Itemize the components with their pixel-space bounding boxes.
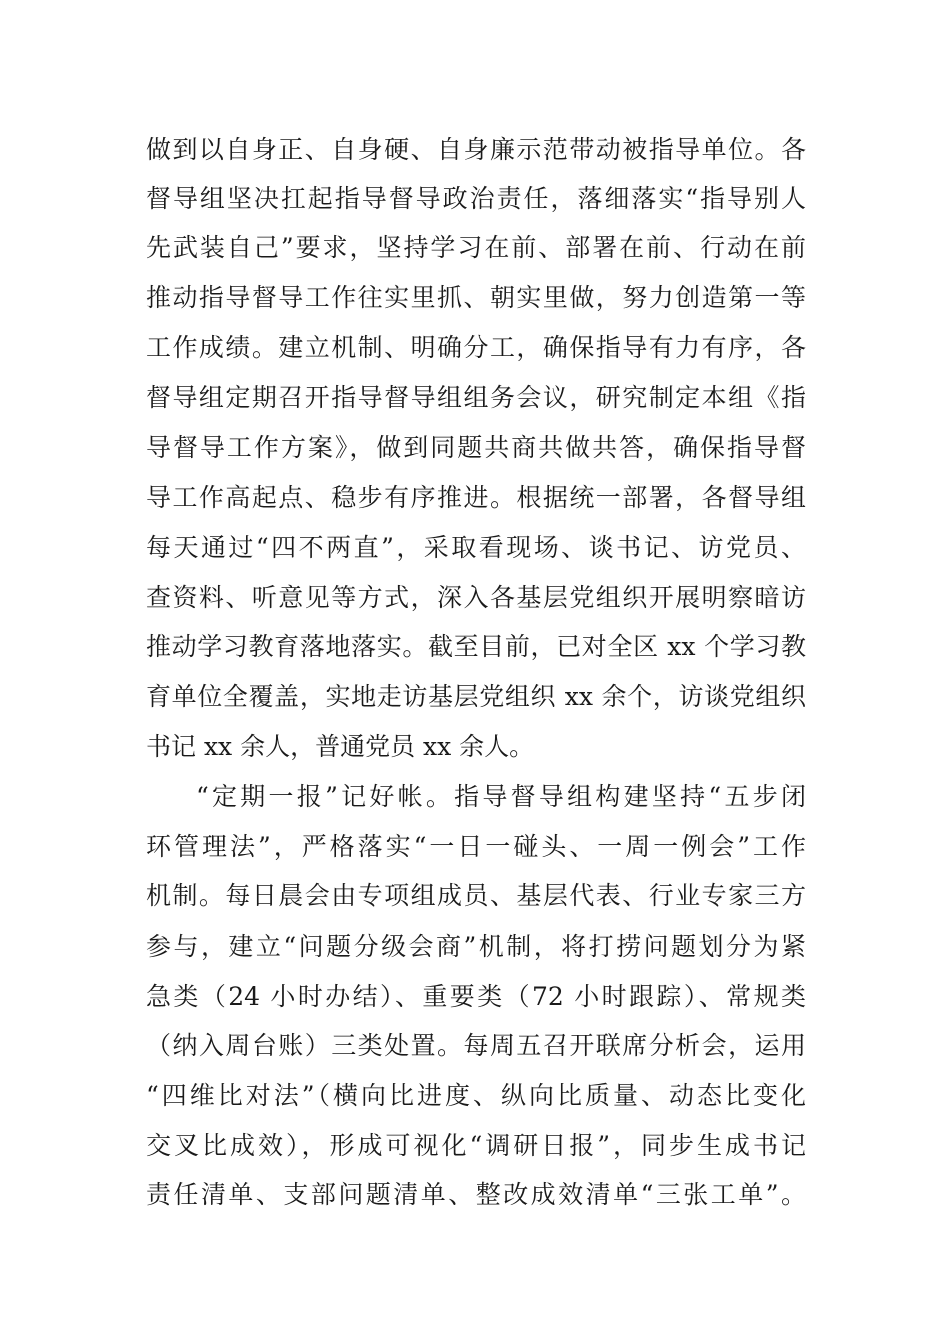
paragraph-1-line-4: 推动指导督导工作往实里抓、朝实里做，努力创造第一等 xyxy=(146,283,806,312)
paragraph-1-line-5: 工作成绩。建立机制、明确分工，确保指导有力有序，各 xyxy=(146,333,806,362)
paragraph-2-line-6: （纳入周台账）三类处置。每周五召开联席分析会，运用 xyxy=(146,1031,806,1060)
paragraph-1-line-8: 导工作高起点、稳步有序推进。根据统一部署，各督导组 xyxy=(146,483,806,512)
paragraph-1-line-11: 推动学习教育落地落实。截至目前，已对全区 xx 个学习教 xyxy=(146,632,806,661)
paragraph-1-line-7: 导督导工作方案》，做到同题共商共做共答，确保指导督 xyxy=(146,433,806,462)
paragraph-1-line-12: 育单位全覆盖，实地走访基层党组织 xx 余个，访谈党组织 xyxy=(146,682,806,711)
paragraph-2-line-7: “四维比对法”（横向比进度、纵向比质量、动态比变化 xyxy=(146,1081,806,1110)
paragraph-1-line-10: 查资料、听意见等方式，深入各基层党组织开展明察暗访 xyxy=(146,583,806,612)
paragraph-1-line-3: 先武装自己”要求，坚持学习在前、部署在前、行动在前 xyxy=(146,233,806,262)
paragraph-1-line-13: 书记 xx 余人，普通党员 xx 余人。 xyxy=(146,732,535,761)
paragraph-2-line-9: 责任清单、支部问题清单、整改成效清单“三张工单”。 xyxy=(146,1180,806,1209)
paragraph-2-line-1: “定期一报”记好帐。指导督导组构建坚持“五步闭 xyxy=(196,782,806,811)
paragraph-2-line-8: 交叉比成效），形成可视化“调研日报”，同步生成书记 xyxy=(146,1131,806,1160)
paragraph-2-line-5: 急类（24 小时办结）、重要类（72 小时跟踪）、常规类 xyxy=(146,982,806,1011)
paragraph-1-line-9: 每天通过“四不两直”，采取看现场、谈书记、访党员、 xyxy=(146,533,806,562)
paragraph-2-line-2: 环管理法”，严格落实“一日一碰头、一周一例会”工作 xyxy=(146,832,806,861)
paragraph-2-line-4: 参与，建立“问题分级会商”机制，将打捞问题划分为紧 xyxy=(146,932,806,961)
paragraph-1-line-1: 做到以自身正、自身硬、自身廉示范带动被指导单位。各 xyxy=(146,135,806,164)
paragraph-2-line-3: 机制。每日晨会由专项组成员、基层代表、行业专家三方 xyxy=(146,881,806,910)
paragraph-1-line-6: 督导组定期召开指导督导组组务会议，研究制定本组《指 xyxy=(146,383,806,412)
paragraph-1-line-2: 督导组坚决扛起指导督导政治责任，落细落实“指导别人 xyxy=(146,184,806,213)
